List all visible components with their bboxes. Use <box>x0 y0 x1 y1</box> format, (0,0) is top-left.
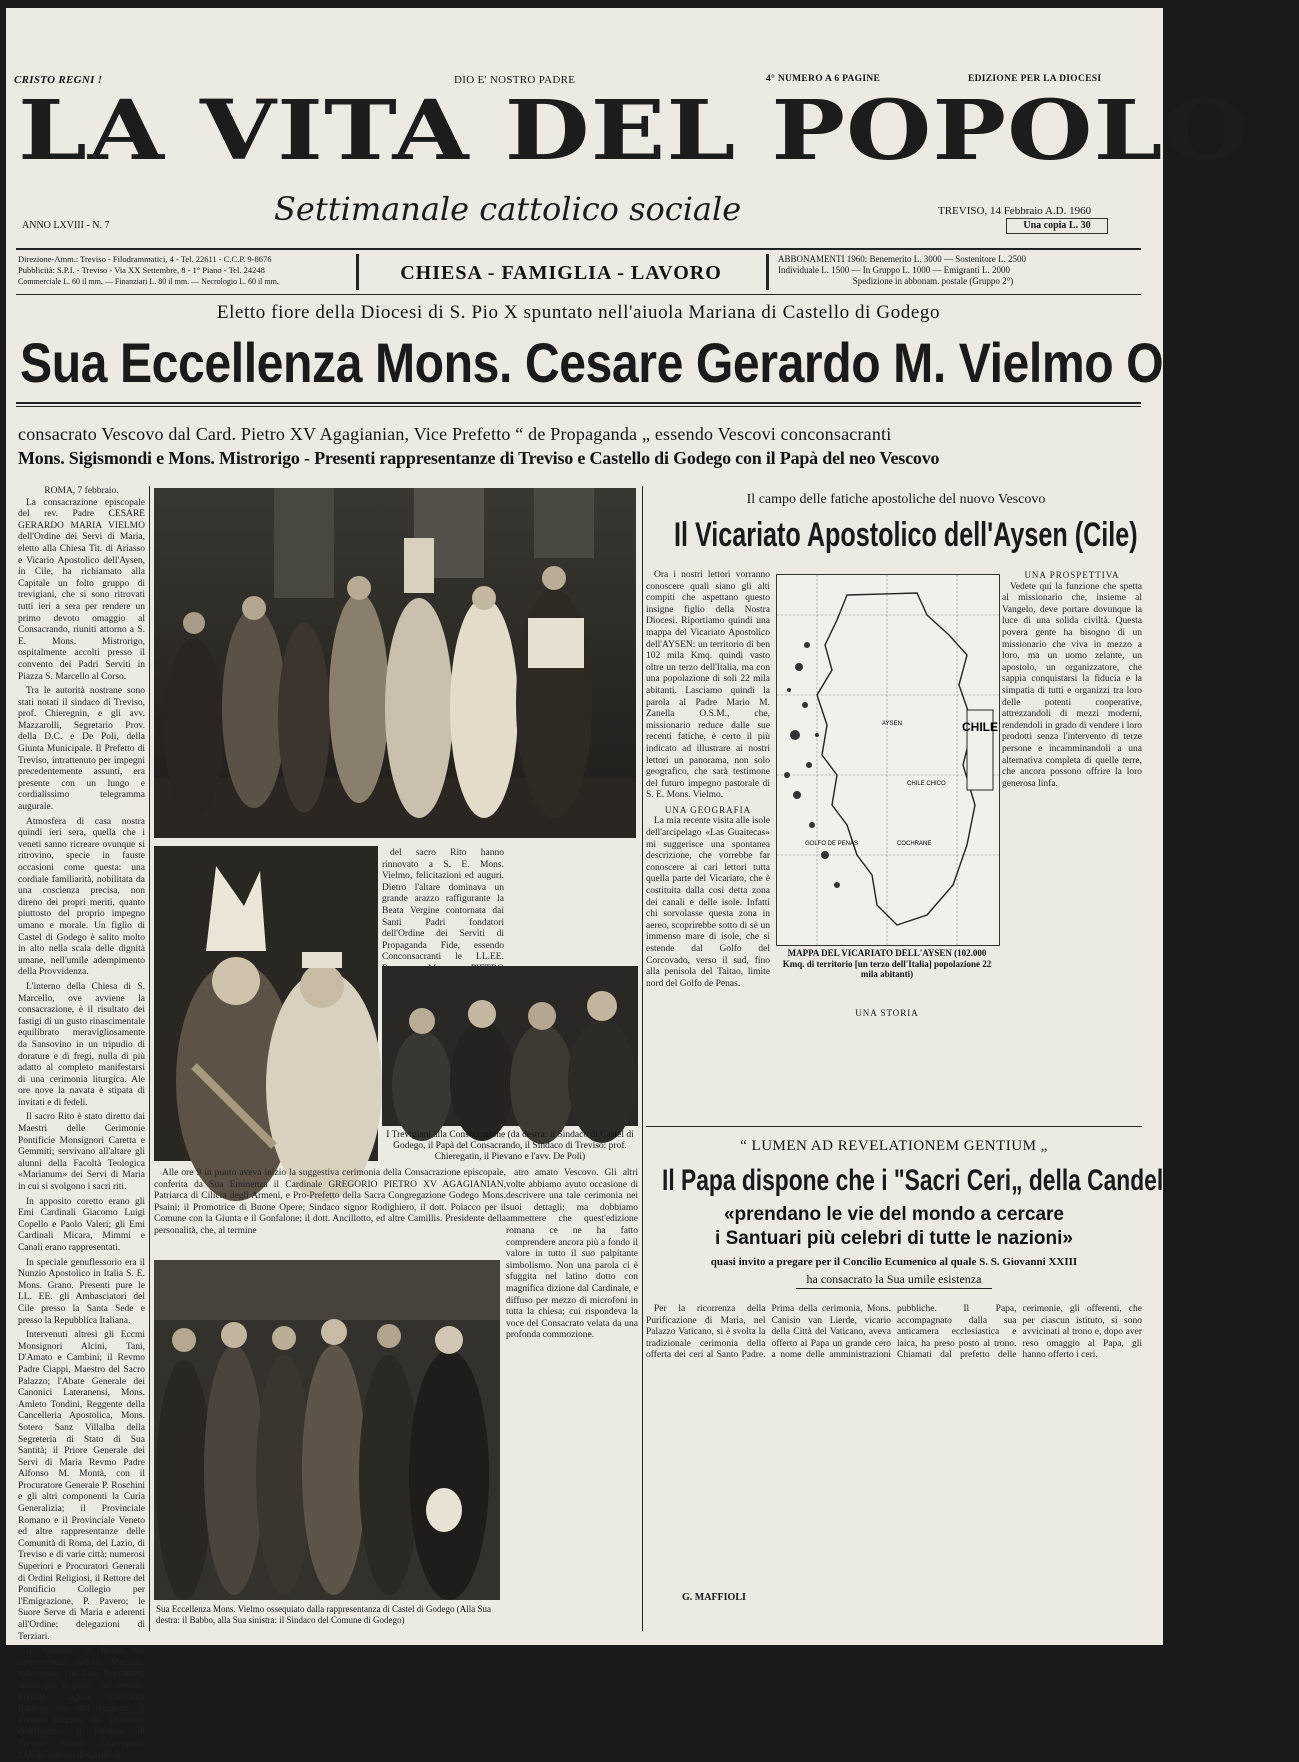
divider <box>796 1288 992 1289</box>
lead-headline: Sua Eccellenza Mons. Cesare Gerardo M. Vielmo O. S. M. <box>20 331 1299 394</box>
chiesa-famiglia-lavoro: CHIESA - FAMIGLIA - LAVORO <box>400 262 722 284</box>
candelora-deck-1: «prendano le vie del mondo a cercare <box>723 1204 1064 1225</box>
price-box: Una copia L. 30 <box>1006 218 1108 234</box>
subscription-line: Spedizione in abbonam. postale (Gruppo 2°) <box>852 276 1014 286</box>
map-label-cochrane: COCHRANE <box>897 841 932 847</box>
paragraph: La consacrazione episcopale del rev. Padre CESARE GERARDO MARIA VIELMO dell'Ordine dei Servi di Maria, eletto alla Chiesa Tit. di Ariasso e Vicario Apostolico dell'Aysen, in Cile, ha richiamato alla Capitale un folto gruppo di trevigiani, che si sono ritrovati tutti ieri a sera per rendere un primo devoto omaggio al Consacrando, riuniti attorno a S. E. Mons. Mistrorigo, ospitalmente accolti presso il convento dei Padri Serviti in Piazza S. Marcello al Corso. <box>18 497 145 682</box>
paragraph: In apposito coretto erano gli Emi Cardinali Giacomo Luigi Copello e Paolo Valeri; gli Emi Cardinali Micara, Mimmi e Canali erano rappresentati. <box>18 1196 145 1253</box>
lead-deck-2: Mons. Sigismondi e Mons. Mistrorigo - Presenti rappresentanze di Treviso e Castello di Godego con il Papà del neo Vescovo <box>18 448 940 468</box>
subscription-info <box>778 254 1148 287</box>
divider <box>16 248 1141 250</box>
article-center-lower <box>154 1168 506 1258</box>
map-caption: MAPPA DEL VICARIATO DELL'AYSEN (102.000 Kmq. di territorio [un terzo dell'Italia] popolazione 22 mila abitanti) <box>782 948 992 979</box>
aysen-map <box>776 574 1000 946</box>
divider <box>646 1126 1142 1127</box>
photo-bishop-mitre-image <box>154 846 378 1161</box>
map-label-chile-chico: CHILE CHICO <box>907 781 946 787</box>
photo-bishop-mitre <box>154 846 378 1161</box>
edition-note: EDIZIONE PER LA DIOCESI <box>968 74 1102 84</box>
divider <box>356 254 359 290</box>
map-label-aysen: AYSEN <box>882 721 902 727</box>
paragraph: Per la ricorrenza della Purificazione di Maria, nel Palazzo Vaticano, si è svolta la tradizionale cerimonia della offerta dei ceri al Santo Padre. Prima della cerimonia, Mons. Canisio van Lierde, vicario della Città del Vaticano, aveva offerto al Papa un grande cero a nome delle amministrazioni pubbliche. Il Papa, accompagnato dalla sua anticamera ecclesiastica e laica, ha preso posto al trono. Chiamati dal prefetto delle cerimonie, gli offerenti, che per ciascun istituto, si sono avvicinati al trono e, dopo aver reso omaggio al Papa, gli hanno offerto i ceri. <box>646 1304 1142 1361</box>
subhead: UNA PROSPETTIVA <box>1024 570 1120 580</box>
admin-line: Pubblicità: S.P.I. - Treviso - Via XX Settembre, 8 - 1° Piano - Tel. 24248 <box>18 265 265 275</box>
candelora-signature: G. MAFFIOLI <box>682 1592 746 1603</box>
paragraph: In speciale genuflessorio era il Nunzio Apostolico in Italia S. E. Mons. Grano. Presenti pure le LL. EE. gli Ambasciatori del Cile presso la Santa Sede e presso la Repubblica Italiana. <box>18 1257 145 1326</box>
photo-consecration-altar <box>154 488 636 838</box>
aysen-headline: Il Vicariato Apostolico dell'Aysen (Cile) <box>674 516 1138 554</box>
paragraph: L'interno della Chiesa di S. Marcello, ove avviene la consacrazione, è il risultato dei fastigi di un gusto rinascimentale equilibrato meravigliosamente da Sansovino in un tripudio di dorature e di fregi, nulla di più adatto al completo manifestarsi di una cerimonia liturgica. Ale ore nove la navata è stipata di invitati e di fedeli. <box>18 981 145 1108</box>
lead-kicker: Eletto fiore della Diocesi di S. Pio X spuntato nell'aiuola Mariana di Castello di Godego <box>216 302 941 323</box>
place-date: TREVISO, 14 Febbraio A.D. 1960 <box>938 205 1092 217</box>
subhead: UNA GEOGRAFIA <box>664 804 752 815</box>
candelora-headline: Il Papa dispone che i "Sacri Ceri„ della Candelora <box>662 1164 1199 1197</box>
candelora-deck-4: ha consacrato la Sua umile esistenza <box>806 1272 982 1286</box>
divider <box>16 402 1141 404</box>
masthead-subtitle: Settimanale cattolico sociale <box>274 190 742 228</box>
candelora-deck-2: i Santuari più celebri di tutte le nazioni» <box>715 1228 1073 1249</box>
admin-line: Commerciale L. 60 il mm. — Finanziari L. 80 il mm. — Necrologio L. 60 il mm. <box>18 277 279 286</box>
caption-trevigiani: I Trevigiani alla Consacrazione (da destra: il Sindaco di Castel di Godego, il Papà del Consacrando, il Sindaco di Treviso: prof. Chieregatin, il Pievano e l'avv. De Poli) <box>386 1130 634 1162</box>
article-center-right <box>506 1168 638 1623</box>
paragraph: Atmosfera di casa nostra quindi ieri sera, quella che i veneti sanno ricreare ovunque si ritrovino, specie in fauste occasioni come questa: una cordiale familiarità, nobilitata da una coscienza precisa, non direno dei propri meriti, quanto piuttosto del proprio impegno umano e morale. Un figlio di Castel di Godego è salito molto in alto nella scala delle dignità umane, nell'umile adempimento della Provvidenza. <box>18 816 145 978</box>
year-number: ANNO LXVIII - N. 7 <box>22 220 110 231</box>
map-label-chile: CHILE <box>962 720 998 734</box>
divider <box>16 294 1141 295</box>
dateline: ROMA, 7 febbraio. <box>44 486 119 496</box>
article-center-upper-left <box>382 848 504 963</box>
divider <box>766 254 769 290</box>
divider <box>16 406 1141 407</box>
admin-info <box>18 254 348 287</box>
paragraph: Vedete qui la funzione che spetta al missionario che, insieme al Vangelo, deve portare dovunque la luce di una solida civiltà. Questa povera gente ha bisogno di un missionario che viva in mezzo a loro, ma un uomo zelante, un apostolo, un organizzatore, che sappia conquistarsi la fiducia e la simpatia di tutti e organizzi tra loro delle potenti cooperative, attrezzandoli di mezzi moderni, rendendoli in grado di vendere i loro prodotti senza l'intervento di terze persone e incamminandoli a una alternativa completa di quelle terre, che ancora possono offrire la loro generosa linfa. <box>1002 581 1142 789</box>
paragraph: Alle ore 9 in punto aveva inizio la suggestiva cerimonia della Consacrazione episcopale, conferita da Sua Eminenza il Cardinale GREGORIO PIETRO XV AGAGIANIAN, Patriarca di Cilicia degli Armeni, e Pro-Prefetto della Sacra Congregazione Godego Mons. Psaini; il Promotrice di Buone Opere; Sindaco signor Rodighiero, il dott. Polacco per il Comune con la Giunta e il Gonfalone; il dott. Ancillotto, ed altre Camillis. Presidente della personalità, che, al termine <box>154 1168 506 1236</box>
motto-center: DIO E' NOSTRO PADRE <box>454 74 576 86</box>
aysen-intro-column <box>646 570 770 994</box>
paragraph: La mia recente visita alle isole dell'arcipelago «Las Guaitecas» mi suggerisce una spontanea descrizione, che vorrebbe far conoscere ai cari lettori tutta quella parte del Vicariato, che è costituita dalla cosi detta zona dei canali e delle isole. Infatti chi sorvolasse questa zona in aereo, scoprirebbe sotto di sè un immenso mare di isole, che si estende dal Golfo del Corcovado, verso il sud, fino alla penisola del Taitao, limite nord del Golfo de Penas. <box>646 816 770 989</box>
photo-godego-delegation <box>154 1260 500 1600</box>
paragraph: atro amato Vescovo. Gli altri volte abbiamo avuto occasione di descrivere una tale cerimonia nei suoi dettagli; ma dobbiamo ammettere che quest'edizione romana ce ne ha fatto comprendere ancora più a fondo il valore in tutto il suo palpitante simbolismo. Non una parola ci è sfuggita nel latino dotto con magnifica dizione dal Cardinale, e diffuso per mezzo di microfoni in tutta la chiesa; cui rispondeva la voce del Consacrato velata da una profonda commozione. <box>506 1168 638 1341</box>
photo-godego-delegation-image <box>154 1260 500 1600</box>
admin-line: Direzione-Amm.: Treviso - Filodrammatici, 4 - Tel. 22611 - C.C.P. 9-8676 <box>18 254 272 264</box>
caption-godego-delegation: Sua Eccellenza Mons. Vielmo ossequiato dalla rappresentanza di Castel di Godego (Alla Sua destra: il Babbo, alla Sua sinistra: il Sindaco del Comune di Godego) <box>156 1604 491 1625</box>
paragraph: Il Sindaco di Roma era rappresentato dall'ass. Marzani, intervenuto con l'ass. Borromeo; notati poi il padre del novello Presule, signor Giovanni Battista, con altri congiunti; il Prefetto Marino, del Ministero dell'Interno; il Sindaco di Treviso signor Chieregnin; l'Abate mitrato di Castel di <box>18 1646 145 1761</box>
photo-consecration-altar-image <box>154 488 636 838</box>
newspaper-page <box>6 8 1299 1761</box>
paragraph: Ora i nostri lettori vorranno conoscere quali siano gli alti compiti che aspettano questo insigne figlio della Nostra Diocesi. Riportiamo quindi una mappa del Vicariato Apostolico dell'AYSEN: un territorio di ben 102 mila Kmq. quindi vasto oltre un terzo dell'Italia, ma con una popolazione di soli 22 mila abitanti. Lasciamo quindi la parola al Padre Mario M. Zanella O.S.M., che, missionario reduce dalle sue recenti fatiche, è certo il più indicato ad illustrare ai nostri lettori un panorama, non solo geografico, che sarà testimone del futuro impegno pastorale di S. E. Mons. Vielmo. <box>646 570 770 801</box>
divider <box>149 486 150 1631</box>
article-left-column <box>18 486 145 1761</box>
motto-left: CRISTO REGNI ! <box>14 74 103 86</box>
candelora-kicker: “ LUMEN AD REVELATIONEM GENTIUM „ <box>740 1138 1048 1154</box>
subscription-line: Individuale L. 1500 — In Gruppo L. 1000 — Emigranti L. 2000 <box>778 265 1010 275</box>
aysen-kicker: Il campo delle fatiche apostoliche del nuovo Vescovo <box>746 492 1046 507</box>
photo-trevigiani <box>382 966 638 1126</box>
paragraph: Intervenuti altresì gli Eccmi Monsignori Alcini, Tani, D'Amato e Cambini; il Revmo Padre Ciappi, Maestro del Sacro Palazzo; l'Abate Generale dei Canonici Lateranensi, Mons. Amleto Tondini, Reggente della Cancelleria Apostolica, Mons. Sotero Sanz Villalba della Segreteria di Stato di Sua Santità; il Priore Generale dei Servi di Maria Revmo Padre Alfonso M. Montà, con il Procuratore Generale P. Roschini e gli altri componenti la Curia Generalizia; il Provinciale Romano e il Provinciale Veneto ed altre rappresentanze delle Comunità di Roma, del Lazio, di Treviso e di varie città; numerosi Superiori e Procuratori Generali di Ordini Religiosi, il Rettore del Pontificio Collegio per l'Emigrazione, P. Pavero; le Suore Serve di Maria e aderenti all'Ordine; delegazioni di Terziari. <box>18 1330 145 1642</box>
masthead-title: LA VITA DEL POPOLO <box>18 82 1250 180</box>
divider <box>642 486 643 1631</box>
map-label-golfo: GOLFO DE PENAS <box>805 841 859 847</box>
subhead-storia: UNA STORIA <box>855 1008 919 1018</box>
candelora-deck-3: quasi invito a pregare per il Concilio Ecumenico al quale S. S. Giovanni XXIII <box>710 1256 1078 1268</box>
pages-note: 4° NUMERO A 6 PAGINE <box>766 74 881 84</box>
aysen-side-column <box>1002 570 1142 990</box>
subscription-line: ABBONAMENTI 1960: Benemerito L. 3000 — Sostenitore L. 2500 <box>778 254 1026 264</box>
lead-deck-1: consacrato Vescovo dal Card. Pietro XV Agagianian, Vice Prefetto “ de Propaganda „ essendo Vescovi conconsacranti <box>18 424 892 444</box>
aysen-map-graphic <box>777 575 999 945</box>
photo-trevigiani-image <box>382 966 638 1126</box>
paragraph: Il sacro Rito è stato diretto dai Maestri delle Cerimonie Pontificie Monsignori Caretta e Gemmiti; servivano all'altare gli alunni della Facoltà Teologica «Marianum» dei Servi di Maria in cui si svolgono i sacri riti. <box>18 1112 145 1193</box>
candelora-body <box>646 1304 1142 1624</box>
paragraph: Tra le autorità nostrane sono stati notati il sindaco di Treviso, prof. Chieregnin, e gli avv. Mazzarolli, Segretario Prov. della D.C. e De Poli, della Giunta Municipale. Il Prefetto di Treviso, intrattenuto per impegni precedentemente assunti, era presente con un lungo e cordialissimo telegramma augurale. <box>18 686 145 813</box>
paragraph: del sacro Rito hanno rinnovato a S. E. Mons. Vielmo, felicitazioni ed auguri. Dietro l'altare dominava un grande arazzo raffigurante la Beata Vergine contornata dai Santi Padri fondatori dell'Ordine dei Serviti di Propaganda Fide, essendo Conconsacranti le LL.EE. <box>382 848 504 963</box>
